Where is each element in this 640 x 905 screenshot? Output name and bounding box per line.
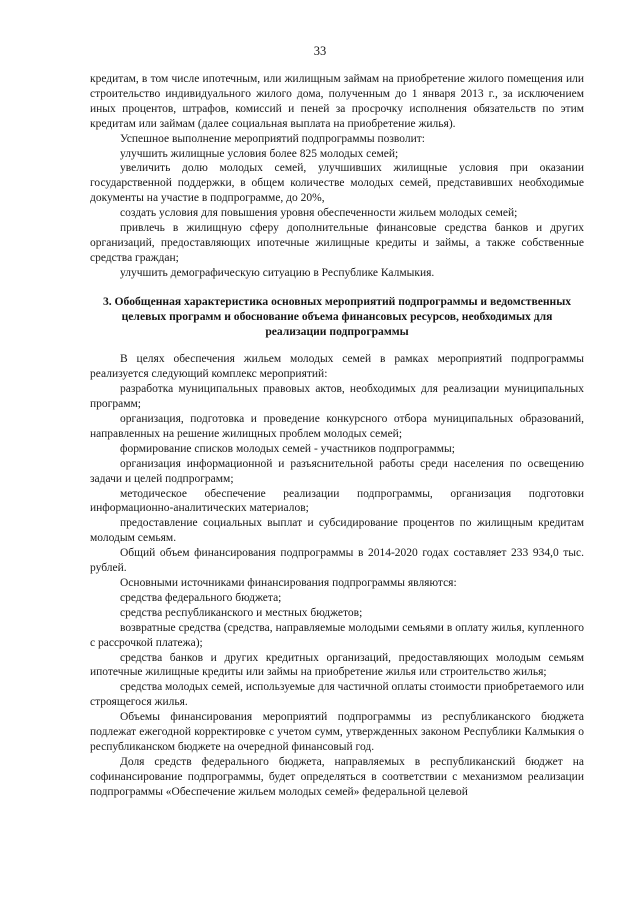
paragraph: разработка муниципальных правовых актов, необходимых для реализации муниципальных программ; bbox=[90, 383, 584, 411]
paragraph: средства банков и других кредитных организаций, предоставляющих молодым семьям ипотечные жилищные кредиты или займы на приобретение жилья или строительство жилья; bbox=[90, 651, 584, 679]
paragraph: увеличить долю молодых семей, улучшивших жилищные условия при оказании государственной поддержки, в общем количестве молодых семей, представивших необходимые документы на участие в подпрограмме, до 20%, bbox=[90, 162, 584, 205]
paragraph: Успешное выполнение мероприятий подпрограммы позволит: bbox=[120, 132, 425, 145]
paragraph: средства республиканского и местных бюджетов; bbox=[120, 606, 363, 619]
paragraph: формирование списков молодых семей - участников подпрограммы; bbox=[120, 442, 455, 455]
paragraph: средства молодых семей, используемые для частичной оплаты стоимости приобретаемого или строящегося жилья. bbox=[90, 681, 584, 709]
paragraph: привлечь в жилищную сферу дополнительные финансовые средства банков и других организаций, предоставляющих ипотечные жилищные кредиты и займы, а также собственные средства граждан; bbox=[90, 222, 584, 264]
paragraph: В целях обеспечения жильем молодых семей в рамках мероприятий подпрограммы реализуется следующий комплекс мероприятий: bbox=[90, 353, 584, 381]
page-number: 33 bbox=[313, 44, 327, 58]
paragraph: возвратные средства (средства, направляемые молодыми семьями в оплату жилья, купленного с рассрочкой платежа); bbox=[90, 621, 584, 649]
paragraph: методическое обеспечение реализации подпрограммы, организация подготовки информационно-аналитических материалов; bbox=[90, 487, 584, 515]
paragraph: предоставление социальных выплат и субсидирование процентов по жилищным кредитам молодым семьям. bbox=[90, 517, 584, 545]
paragraphs-after-heading bbox=[90, 352, 584, 799]
paragraph: организация информационной и разъяснительной работы среди населения по освещению задачи и целей подпрограмм; bbox=[90, 457, 584, 485]
paragraph: организация, подготовка и проведение конкурсного отбора муниципальных образований, направленных на решение жилищных проблем молодых семей; bbox=[90, 413, 584, 440]
paragraph: средства федерального бюджета; bbox=[120, 591, 282, 604]
page-content bbox=[90, 72, 584, 800]
paragraph: Доля средств федерального бюджета, направляемых в республиканский бюджет на софинансирование подпрограммы, будет определяться в соответствии с механизмом реализации подпрограммы «Обеспечение жильем молодых семей» федеральной целевой bbox=[90, 755, 584, 798]
paragraph: улучшить жилищные условия более 825 молодых семей; bbox=[120, 147, 399, 160]
paragraph: улучшить демографическую ситуацию в Республике Калмыкия. bbox=[120, 266, 435, 279]
paragraph: кредитам, в том числе ипотечным, или жилищным займам на приобретение жилого помещения или строительство индивидуального жилого дома, полученным до 1 января 2013 г., за исключением иных процентов, штрафов, комиссий и пеней за просрочку исполнения обязательств по этим кредитам или займам (далее социальная выплата на приобретение жилья). bbox=[90, 73, 584, 130]
paragraph: Основными источниками финансирования подпрограммы являются: bbox=[120, 577, 457, 589]
section-heading: 3. Обобщенная характеристика основных мероприятий подпрограммы и ведомственных целевых программ и обоснование объема финансовых ресурсов, необходимых для реализации подпрограммы bbox=[102, 294, 572, 338]
paragraph: Общий объем финансирования подпрограммы в 2014-2020 годах составляет 233 934,0 тыс. рублей. bbox=[90, 547, 584, 575]
paragraphs-before-heading bbox=[90, 72, 584, 281]
paragraph: создать условия для повышения уровня обеспеченности жильем молодых семей; bbox=[120, 207, 518, 220]
paragraph: Объемы финансирования мероприятий подпрограммы из республиканского бюджета подлежат ежегодной корректировке с учетом сумм, утвержденных законом Республики Калмыкия о республиканском бюджете на очередной финансовый год. bbox=[90, 711, 584, 753]
